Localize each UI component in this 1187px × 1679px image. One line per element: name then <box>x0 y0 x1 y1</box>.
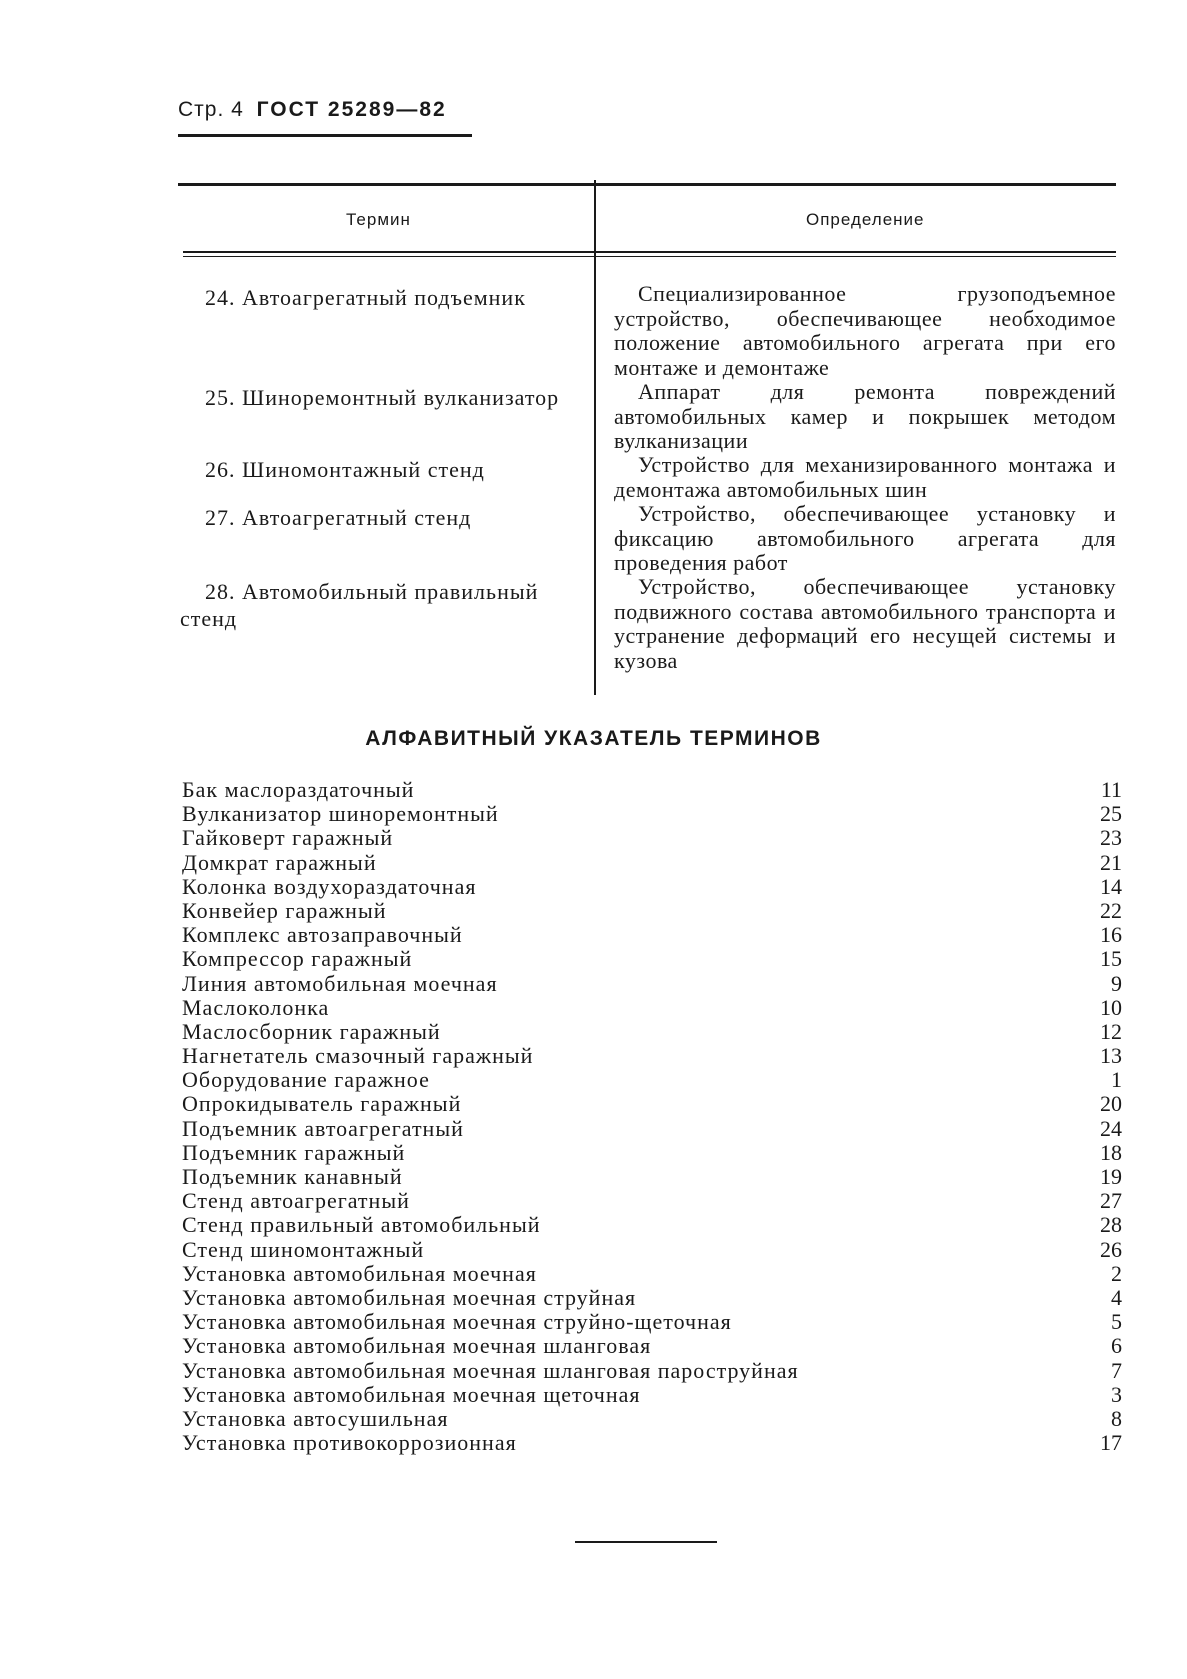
index-term-number: 8 <box>1111 1405 1122 1431</box>
index-term-number: 2 <box>1111 1260 1122 1286</box>
index-entry <box>182 802 1122 826</box>
index-entry <box>182 1213 1122 1237</box>
index-term-number: 26 <box>1100 1236 1122 1262</box>
index-term: Компрессор гаражный <box>182 946 413 972</box>
index-entry <box>182 875 1122 899</box>
index-term: Опрокидыватель гаражный <box>182 1091 462 1117</box>
index-term-number: 13 <box>1100 1043 1122 1069</box>
term-27: 27. Автоагрегатный стенд <box>205 505 472 530</box>
index-term: Стенд автоагрегатный <box>182 1188 410 1214</box>
column-divider <box>594 180 596 695</box>
index-term-number: 19 <box>1100 1164 1122 1189</box>
index-term: Маслосборник гаражный <box>182 1018 441 1044</box>
index-term-number: 10 <box>1100 994 1122 1020</box>
index-entry <box>182 947 1122 971</box>
index-entry <box>182 972 1122 996</box>
footer-rule <box>575 1541 717 1543</box>
definition-26: Устройство для механизированного монтажа и демонтажа автомобильных шин <box>614 452 1116 502</box>
definition-27: Устройство, обеспечивающее установку и фиксацию автомобильного агрегата для проведения работ <box>614 501 1116 575</box>
index-term-number: 27 <box>1100 1188 1122 1214</box>
definition-24: Специализированное грузоподъемное устройство, обеспечивающее необходимое положение автомобильного агрегата при его монтаже и демонтаже <box>614 281 1116 380</box>
index-term-number: 6 <box>1111 1333 1122 1359</box>
index-term: Гайковерт гаражный <box>182 825 394 851</box>
index-term-number: 3 <box>1111 1381 1122 1407</box>
index-entry <box>182 1020 1122 1044</box>
definition-25: Аппарат для ремонта повреждений автомобильных камер и покрышек методом вулканизации <box>614 379 1116 453</box>
index-entry <box>182 899 1122 923</box>
index-term: Установка автомобильная моечная шланговая <box>182 1333 652 1359</box>
term-28: 28. Автомобильный правильный стенд <box>180 579 539 631</box>
index-term: Подъемник канавный <box>182 1164 403 1189</box>
header-double-rule-lower <box>183 256 1116 257</box>
table-top-rule <box>178 183 1116 186</box>
index-entry <box>182 1165 1122 1189</box>
index-entry <box>182 1092 1122 1116</box>
index-term-number: 9 <box>1111 970 1122 996</box>
index-term: Установка автомобильная моечная <box>182 1260 537 1286</box>
index-entry <box>182 1068 1122 1092</box>
index-term: Бак маслораздаточный <box>182 777 415 802</box>
column-header-term: Термин <box>346 210 411 229</box>
definition-28: Устройство, обеспечивающее установку подвижного состава автомобильного транспорта и устранение деформаций его несущей системы и кузова <box>614 574 1116 673</box>
index-entry <box>182 778 1122 802</box>
index-entry <box>182 1238 1122 1262</box>
index-entry <box>182 996 1122 1020</box>
index-entry <box>182 1407 1122 1431</box>
index-term-number: 14 <box>1100 873 1122 899</box>
index-term-number: 25 <box>1100 801 1122 827</box>
index-term-number: 4 <box>1111 1284 1122 1310</box>
index-term: Домкрат гаражный <box>182 849 377 875</box>
index-entry <box>182 923 1122 947</box>
index-entry <box>182 1141 1122 1165</box>
index-term: Нагнетатель смазочный гаражный <box>182 1043 534 1069</box>
alphabetical-index <box>182 778 1122 1455</box>
index-term: Маслоколонка <box>182 994 330 1020</box>
index-term-number: 21 <box>1100 849 1122 875</box>
index-title: АЛФАВИТНЫЙ УКАЗАТЕЛЬ ТЕРМИНОВ <box>365 727 822 750</box>
index-entry <box>182 1383 1122 1407</box>
index-term: Комплекс автозаправочный <box>182 922 463 948</box>
index-term: Установка автомобильная моечная струйная <box>182 1284 637 1310</box>
index-entry <box>182 1044 1122 1068</box>
header-double-rule <box>183 251 1116 253</box>
index-term-number: 23 <box>1100 825 1122 851</box>
index-term-number: 5 <box>1111 1309 1122 1335</box>
index-term-number: 28 <box>1100 1212 1122 1238</box>
index-term: Вулканизатор шиноремонтный <box>182 801 499 827</box>
index-term-number: 20 <box>1100 1091 1122 1117</box>
index-term: Установка автомобильная моечная щеточная <box>182 1381 641 1407</box>
index-term: Стенд шиномонтажный <box>182 1236 425 1262</box>
term-26: 26. Шиномонтажный стенд <box>205 457 485 482</box>
index-entry <box>182 1310 1122 1334</box>
index-term: Колонка воздухораздаточная <box>182 873 477 899</box>
index-entry <box>182 1431 1122 1455</box>
index-term-number: 22 <box>1100 897 1122 923</box>
page-header <box>178 98 447 122</box>
index-entry <box>182 826 1122 850</box>
index-entry <box>182 1262 1122 1286</box>
index-term: Подъемник гаражный <box>182 1139 406 1165</box>
index-term: Установка автомобильная моечная струйно-щеточная <box>182 1309 732 1335</box>
index-entry <box>182 1359 1122 1383</box>
index-entry <box>182 851 1122 875</box>
standard-code: ГОСТ 25289—82 <box>256 98 447 121</box>
index-term: Подъемник автоагрегатный <box>182 1115 464 1141</box>
index-term: Установка противокоррозионная <box>182 1430 517 1456</box>
index-term: Конвейер гаражный <box>182 897 387 923</box>
index-term-number: 11 <box>1100 777 1122 802</box>
index-term: Оборудование гаражное <box>182 1067 430 1093</box>
index-entry <box>182 1334 1122 1358</box>
index-term-number: 24 <box>1100 1115 1122 1141</box>
index-term-number: 16 <box>1100 922 1122 948</box>
index-term: Линия автомобильная моечная <box>182 970 498 996</box>
index-term-number: 18 <box>1100 1139 1122 1165</box>
index-term-number: 7 <box>1111 1357 1122 1383</box>
page-number: Стр. 4 <box>178 98 244 121</box>
index-term-number: 17 <box>1100 1430 1122 1456</box>
index-term: Установка автосушильная <box>182 1405 449 1431</box>
term-24: 24. Автоагрегатный подъемник <box>205 285 526 310</box>
index-term-number: 12 <box>1100 1018 1122 1044</box>
index-term-number: 1 <box>1111 1067 1122 1093</box>
index-entry <box>182 1189 1122 1213</box>
header-rule <box>178 134 472 137</box>
index-term: Установка автомобильная моечная шланговая пароструйная <box>182 1357 799 1383</box>
index-entry <box>182 1286 1122 1310</box>
term-25: 25. Шиноремонтный вулканизатор <box>205 385 560 410</box>
index-term: Стенд правильный автомобильный <box>182 1212 541 1238</box>
index-entry <box>182 1117 1122 1141</box>
index-term-number: 15 <box>1100 946 1122 972</box>
column-header-definition: Определение <box>806 210 925 229</box>
